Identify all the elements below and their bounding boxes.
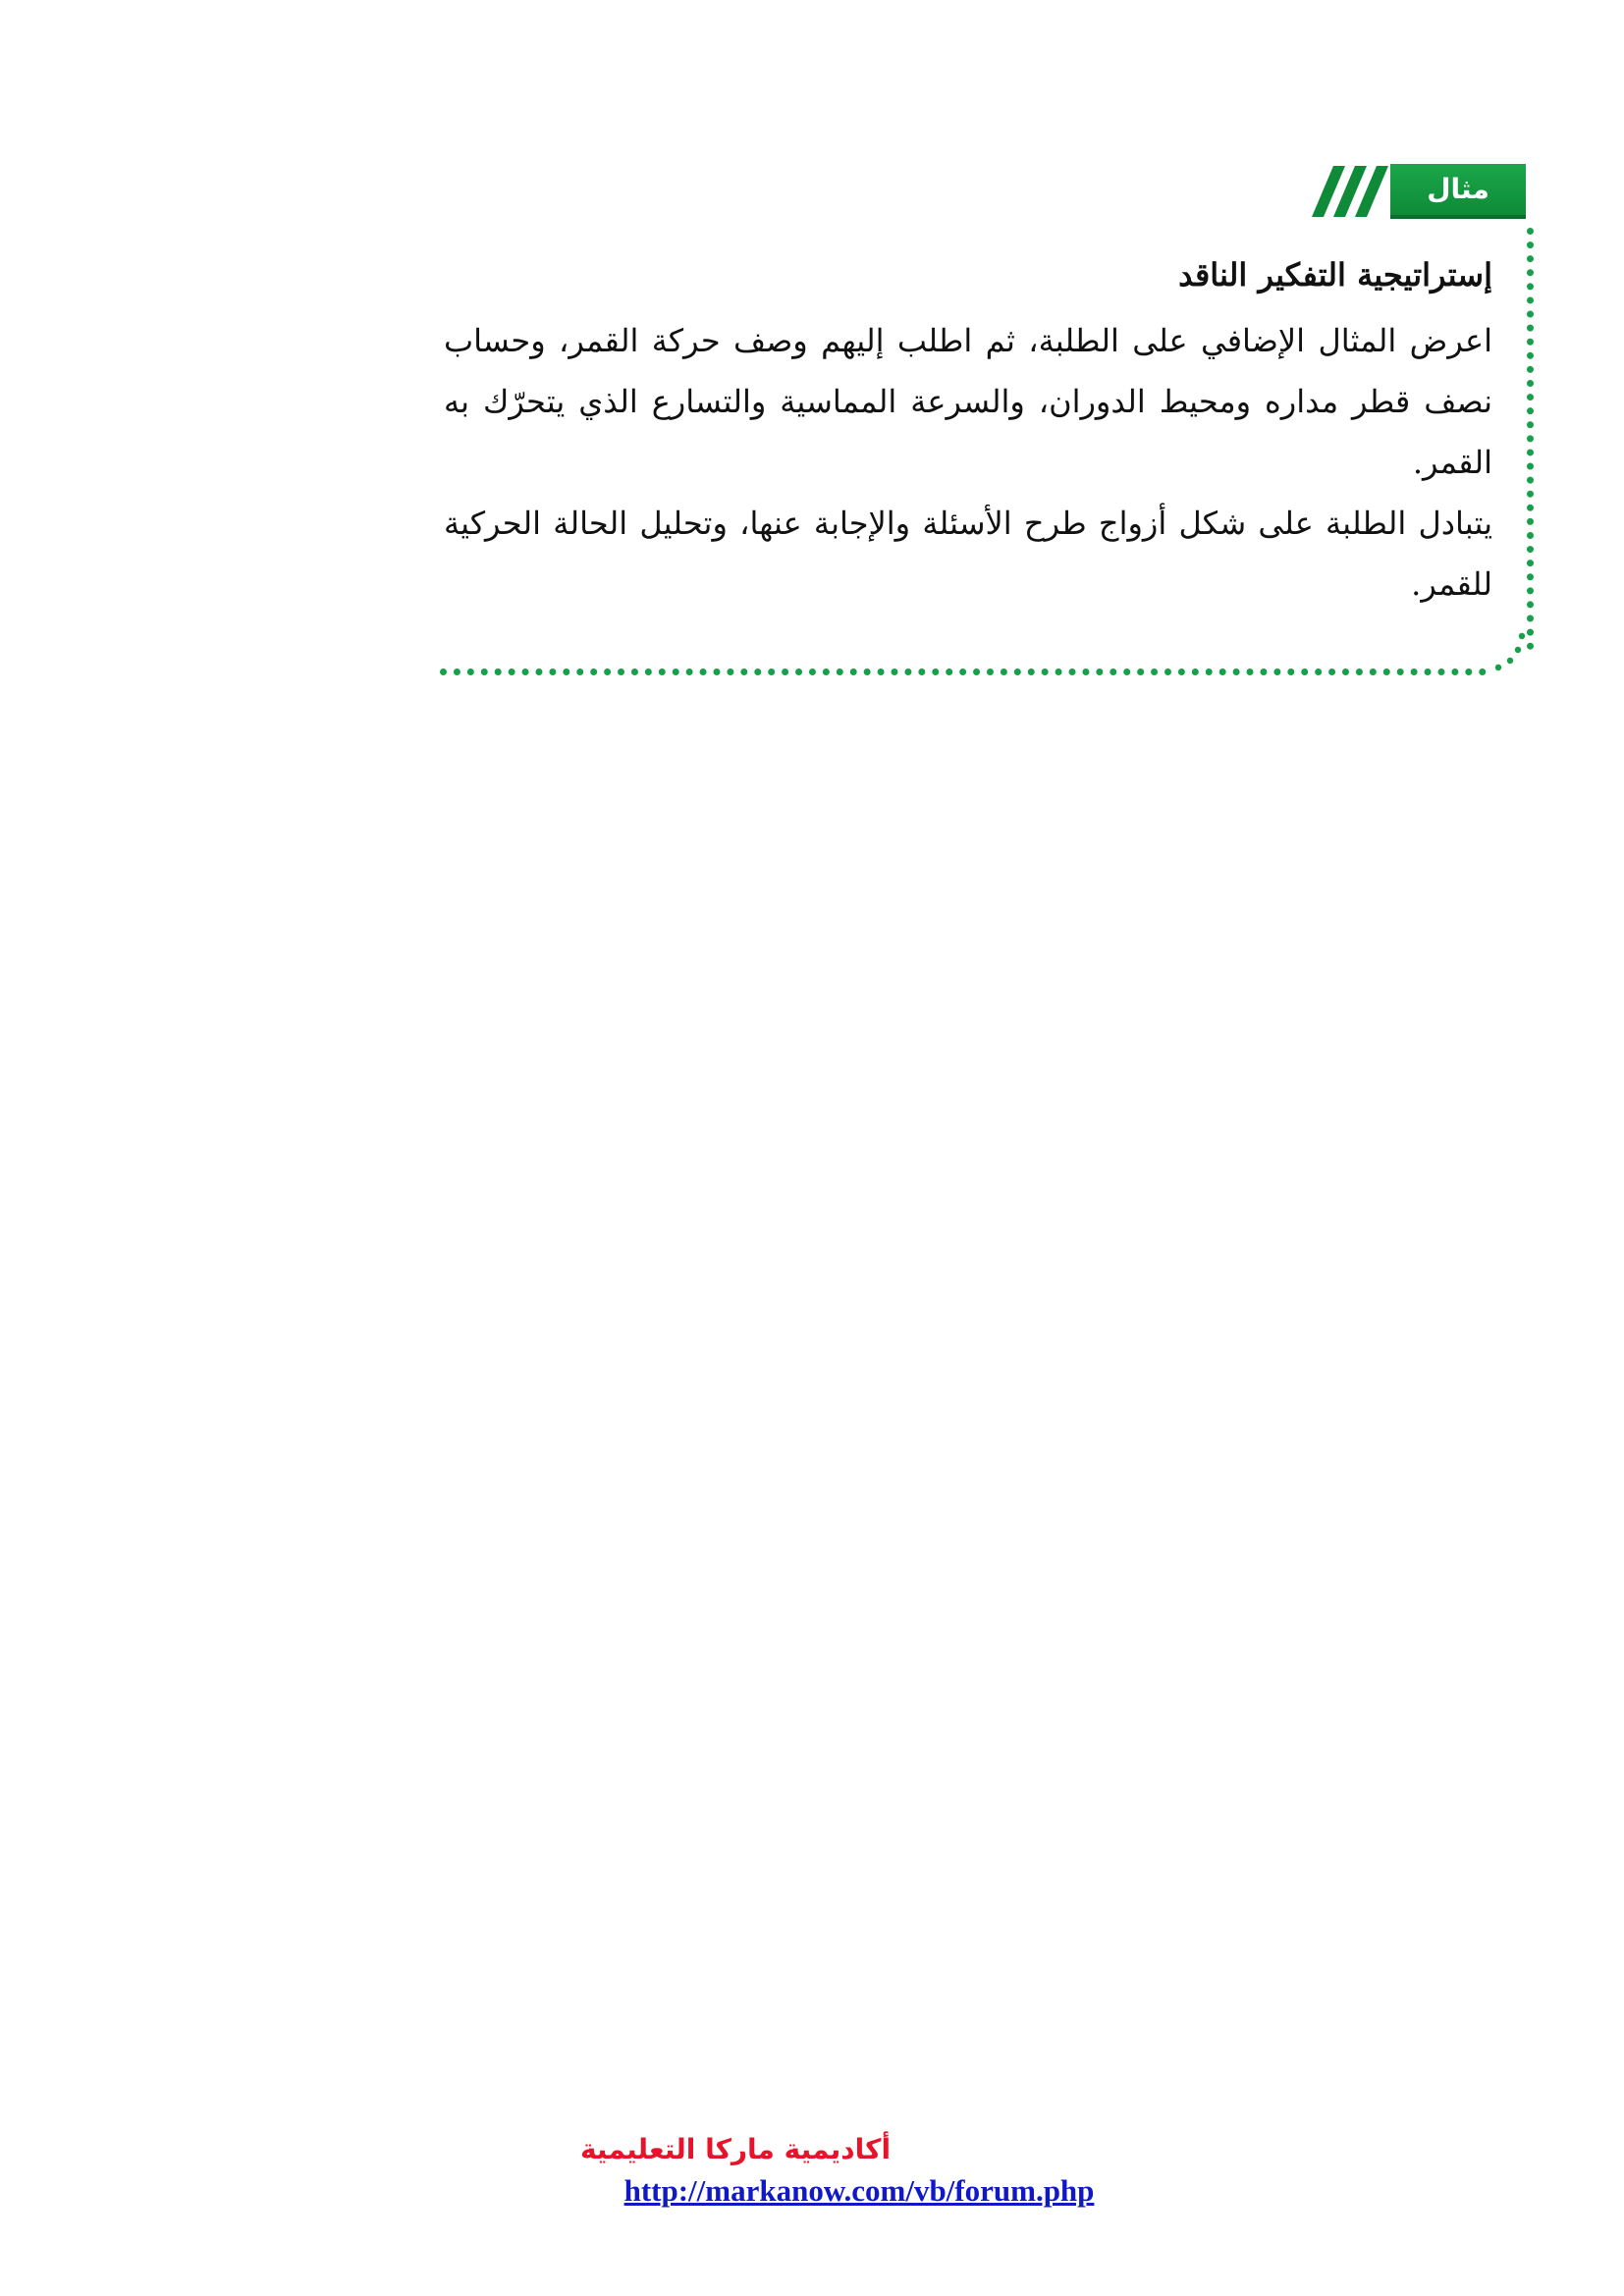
example-content bbox=[444, 245, 1492, 614]
badge-label: مثال إضافي bbox=[1390, 164, 1526, 219]
forum-link[interactable]: http://markanow.com/vb/forum.php bbox=[623, 2173, 1095, 2208]
dotted-frame-corner bbox=[1481, 628, 1530, 677]
stripes-decoration-icon bbox=[1290, 164, 1388, 219]
dotted-frame-right bbox=[1515, 228, 1534, 650]
example-badge bbox=[1290, 164, 1526, 256]
page-footer bbox=[0, 2130, 1624, 2213]
paragraph-instructions: اعرض المثال الإضافي على الطلبة، ثم اطلب إليهم وصف حركة القمر، وحساب نصف قطر مداره ومحيط الدوران، والسرعة المماسية والتسارع الذي يتحرّك به القمر. bbox=[444, 322, 1493, 481]
dotted-frame-bottom bbox=[440, 668, 1487, 675]
academy-name: أكاديمية ماركا التعليمية bbox=[579, 2133, 892, 2165]
section-heading: إستراتيجية التفكير الناقد bbox=[1178, 256, 1492, 294]
paragraph-activity: يتبادل الطلبة على شكل أزواج طرح الأسئلة والإجابة عنها، وتحليل الحالة الحركية للقمر. bbox=[444, 505, 1493, 603]
